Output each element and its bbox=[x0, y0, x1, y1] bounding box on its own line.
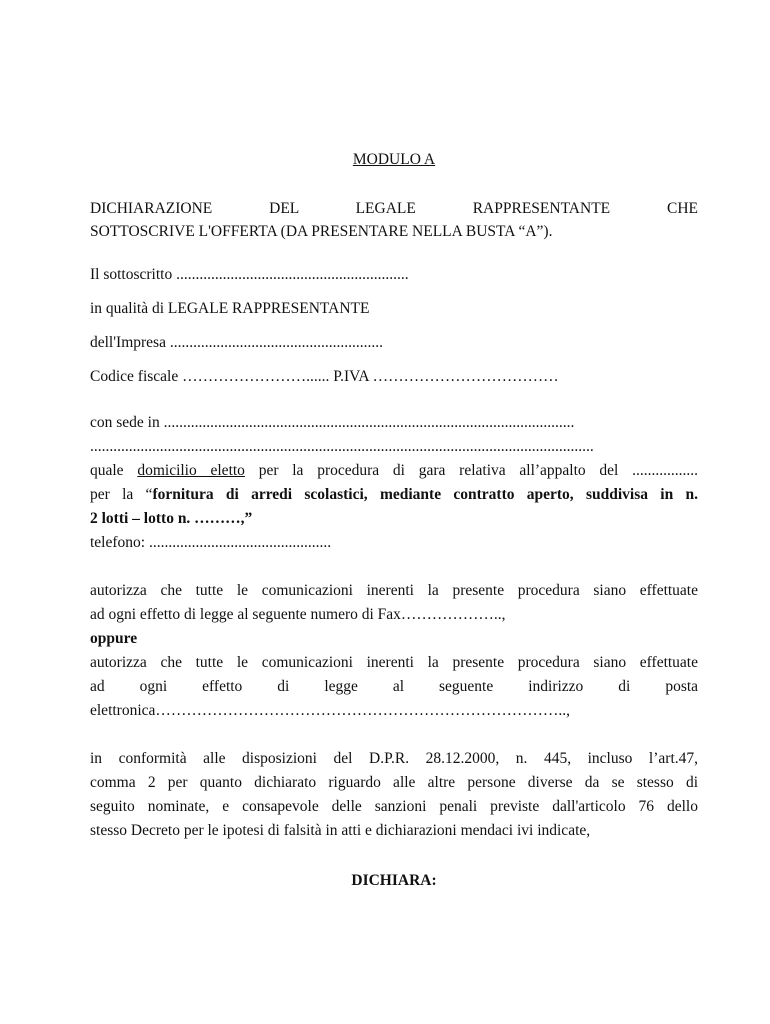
email-line-2 bbox=[90, 677, 698, 697]
lotti-line: 2 lotti – lotto n. ………,” bbox=[90, 510, 253, 527]
domicilio-eletto: domicilio eletto bbox=[137, 462, 245, 479]
title-text: MODULO A bbox=[352, 151, 436, 168]
sottoscritto-field: Il sottoscritto ............................................................ bbox=[90, 266, 409, 283]
telefono-field: telefono: ............................................... bbox=[90, 534, 332, 551]
email-word: al bbox=[392, 678, 405, 695]
codice-fiscale-field: Codice fiscale ……………………...... P.IVA ……………………………… bbox=[90, 368, 559, 385]
fornitura-bold: fornitura di arredi scolastici, mediante contratto aperto, suddivisa in n. bbox=[152, 486, 698, 503]
impresa-field: dell'Impresa ....................................................... bbox=[90, 334, 383, 351]
email-word: indirizzo bbox=[528, 678, 584, 695]
heading-word: DICHIARAZIONE bbox=[90, 200, 213, 217]
fax-line-1: autorizza che tutte le comunicazioni inerenti la presente procedura siano effettuate bbox=[90, 582, 698, 599]
qualita-field: in qualità di LEGALE RAPPRESENTANTE bbox=[90, 300, 370, 317]
dichiara-heading: DICHIARA: bbox=[351, 872, 437, 889]
heading-line-2: SOTTOSCRIVE L'OFFERTA (DA PRESENTARE NELLA BUSTA “A”). bbox=[90, 223, 553, 240]
sede-field-1: con sede in .......................................................................................................... bbox=[90, 414, 575, 431]
heading-word: RAPPRESENTANTE bbox=[472, 200, 611, 217]
fornitura-line bbox=[90, 485, 698, 505]
email-line-3: elettronica…………………………………………………………………….., bbox=[90, 702, 571, 719]
email-word: seguente bbox=[439, 678, 494, 695]
conformita-line-1: in conformità alle disposizioni del D.P.R. 28.12.2000, n. 445, incluso l’art.47, bbox=[90, 750, 698, 767]
email-word: di bbox=[618, 678, 631, 695]
email-word: ogni bbox=[139, 678, 168, 695]
domicilio-line bbox=[90, 461, 698, 481]
fornitura-prefix: per la “ bbox=[90, 486, 153, 503]
heading-line-1 bbox=[90, 199, 698, 219]
document-page bbox=[90, 0, 698, 1024]
domicilio-suffix: per la procedura di gara relativa all’appalto del ................. bbox=[244, 462, 698, 479]
email-word: ad bbox=[90, 678, 105, 695]
sede-field-2: .................................................................................................................................. bbox=[90, 438, 594, 455]
conformita-line-3: seguito nominate, e consapevole delle sanzioni penali previste dall'articolo 76 dello bbox=[90, 798, 698, 815]
email-word: effetto bbox=[202, 678, 243, 695]
email-word: posta bbox=[665, 678, 699, 695]
document-title bbox=[90, 150, 698, 170]
heading-word: DEL bbox=[269, 200, 299, 217]
conformita-line-2: comma 2 per quanto dichiarato riguardo alle altre persone diverse da se stesso di bbox=[90, 774, 698, 791]
heading-word: LEGALE bbox=[355, 200, 416, 217]
fax-line-2: ad ogni effetto di legge al seguente numero di Fax……………….., bbox=[90, 606, 506, 623]
email-word: legge bbox=[324, 678, 358, 695]
email-line-1: autorizza che tutte le comunicazioni inerenti la presente procedura siano effettuate bbox=[90, 654, 698, 671]
oppure-label: oppure bbox=[90, 630, 138, 647]
email-word: di bbox=[277, 678, 290, 695]
heading-word: CHE bbox=[667, 200, 699, 217]
domicilio-prefix: quale bbox=[90, 462, 138, 479]
conformita-line-4: stesso Decreto per le ipotesi di falsità in atti e dichiarazioni mendaci ivi indicate, bbox=[90, 822, 591, 839]
